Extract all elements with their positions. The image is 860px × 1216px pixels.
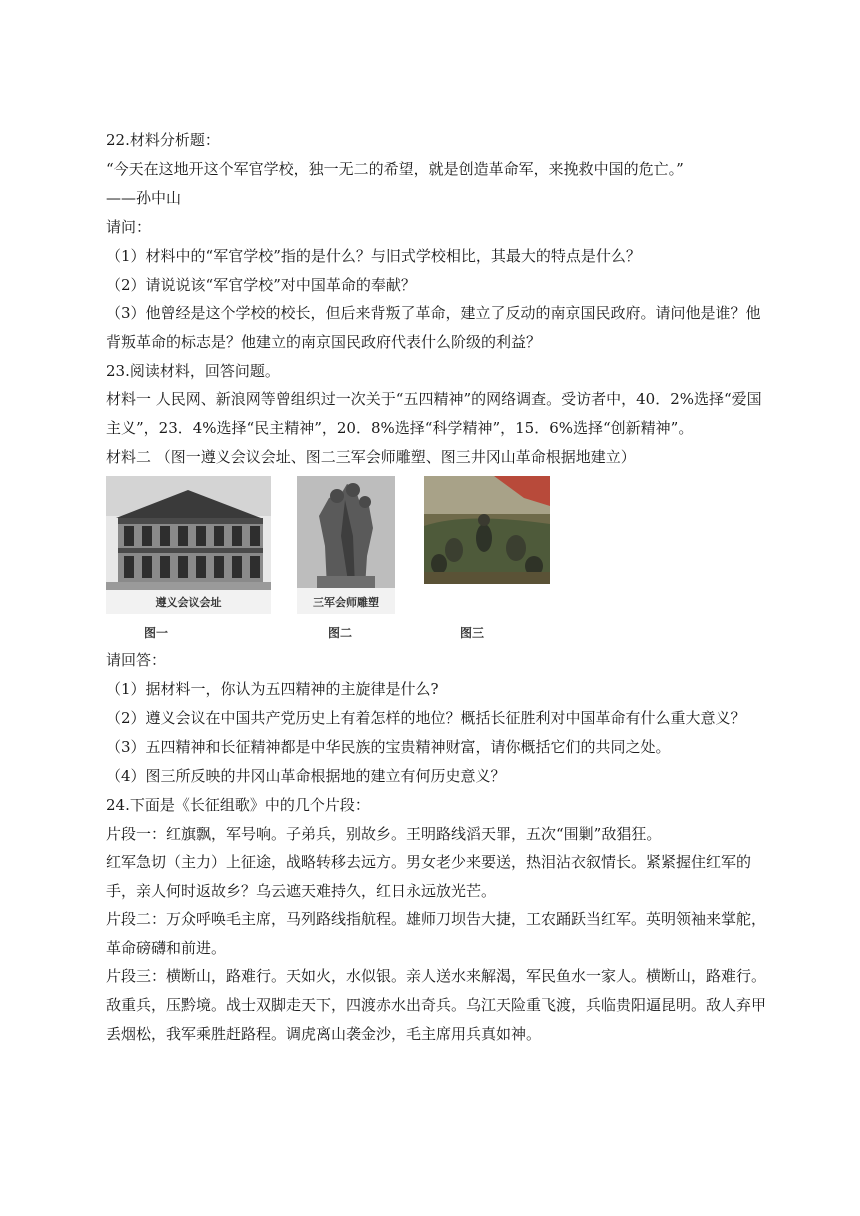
q23-item-4: （4）图三所反映的井冈山革命根据地的建立有何历史意义？ <box>106 767 506 785</box>
q24-fragment-1-b: 红军急切（主力）上征途，战略转移去远方。男女老少来要送，热泪沾衣叙情长。紧紧握住红军的手，亲人何时返故乡？乌云遮天难持久，红日永远放光芒。 <box>106 853 752 900</box>
jinggangshan-painting-photo <box>424 476 550 584</box>
figure-2-inner-caption: 三军会师雕塑 <box>313 596 379 609</box>
figure-row <box>106 476 766 642</box>
q23-item-1: （1）据材料一，你认为五四精神的主旋律是什么? <box>106 680 439 698</box>
q22-ask: 请问： <box>106 218 152 236</box>
q23-ask: 请回答： <box>106 651 167 669</box>
q22-item-2: （2）请说说该“军官学校”对中国革命的奉献？ <box>106 276 416 294</box>
figure-1-label: 图一 <box>144 626 169 640</box>
q24-fragment-2: 片段二：万众呼唤毛主席，马列路线指航程。雄师刀坝告大捷，工农踊跃当红军。英明领袖来掌舵，革命磅礴和前进。 <box>106 910 767 957</box>
figure-1 <box>106 476 271 642</box>
q23-heading: 23.阅读材料，回答问题。 <box>106 362 280 380</box>
q23-material-1: 材料一 人民网、新浪网等曾组织过一次关于“五四精神”的网络调查。受访者中，40．2%选择“爱国主义”，23．4%选择“民主精神”，20．8%选择“科学精神”，15．6%选择“创新精神”。 <box>106 390 762 437</box>
q23-item-3: （3）五四精神和长征精神都是中华民族的宝贵精神财富，请你概括它们的共同之处。 <box>106 738 671 756</box>
q22-item-3: （3）他曾经是这个学校的校长，但后来背叛了革命，建立了反动的南京国民政府。请问他是谁？他背叛革命的标志是？他建立的南京国民政府代表什么阶级的利益？ <box>106 304 761 351</box>
figure-1-inner-caption: 遵义会议会址 <box>155 596 222 609</box>
q23-material-2: 材料二 （图一遵义会议会址、图二三军会师雕塑、图三井冈山革命根据地建立） <box>106 448 636 466</box>
q22-attribution: ——孙中山 <box>106 189 182 207</box>
figure-2-label: 图二 <box>328 626 353 640</box>
q22-quote: “今天在这地开这个军官学校，独一无二的希望，就是创造革命军，来挽救中国的危亡。” <box>106 160 684 178</box>
page-content <box>106 130 766 1058</box>
figure-2 <box>297 476 395 642</box>
q23-item-2: （2）遵义会议在中国共产党历史上有着怎样的地位？概括长征胜利对中国革命有什么重大意义？ <box>106 709 746 727</box>
q24-heading: 24.下面是《长征组歌》中的几个片段： <box>106 796 370 814</box>
q22-heading: 22.材料分析题： <box>106 131 220 149</box>
figure-3 <box>424 476 550 642</box>
q24-fragment-1-a: 片段一：红旗飘，军号响。子弟兵，别故乡。王明路线滔天罪，五次“围剿”敌猖狂。 <box>106 825 662 843</box>
q22-item-1: （1）材料中的“军官学校”指的是什么？与旧式学校相比，其最大的特点是什么？ <box>106 247 641 265</box>
figure-3-label: 图三 <box>460 626 485 640</box>
q24-fragment-3: 片段三：横断山，路难行。天如火，水似银。亲人送水来解渴，军民鱼水一家人。横断山，路难行。敌重兵，压黔境。战士双脚走天下，四渡赤水出奇兵。乌江天险重飞渡，兵临贵阳逼昆明。敌人弃甲丢烟松，我军乘胜赶路程。调虎离山袭金沙，毛主席用兵真如神。 <box>106 967 767 1043</box>
